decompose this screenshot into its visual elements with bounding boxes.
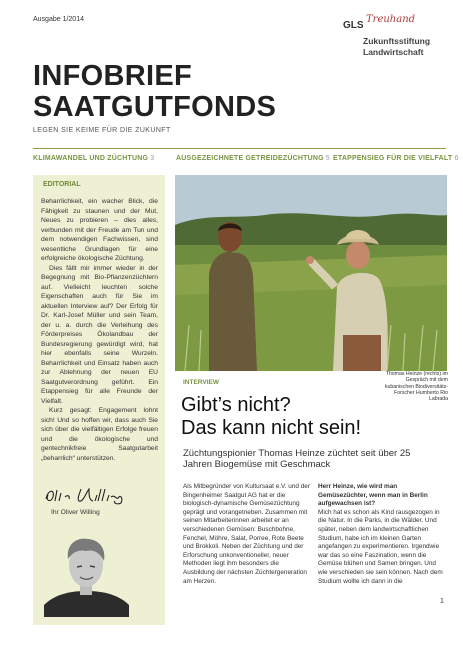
editorial-paragraph: Beharrlichkeit, ein wacher Blick, die Fähigkeit zu staunen und der Mut, Neues zu probieren – dies alles, verbunden mit der Freude am Tun und dem notwendigen Fachwissen, sind wesentliche Grundlagen für eine erfolgreiche ökologische Züchtung. bbox=[41, 198, 158, 262]
page-number: 1 bbox=[440, 598, 444, 605]
nav-page: 6 bbox=[454, 155, 459, 162]
tagline: LEGEN SIE KEIME FÜR DIE ZUKUNFT bbox=[33, 127, 171, 134]
article-headline-line1: Gibt’s nicht? bbox=[181, 394, 291, 416]
article-column-1: Als Mitbegründer von Kultursaat e.V. und der Bingenheimer Saatgut AG hat er die biologisch-dynamische Gemüsezüchtung geprägt und vorangetrieben. Zusammen mit seinen Mitarbeiterinnen arbeitet er an verschiedenen Gemüsen: Buschbohne, Fenchel, Möhre, Salat, Porree, Rote Beete und Brokkoli. Neben der Züchtung und der Erforschung unkonventioneller, neuer Methoden liegt ihm besonders die Ausbildung der nächsten Züchtergeneration am Herzen. bbox=[183, 483, 310, 585]
interview-question: Herr Heinze, wie wird man Gemüsezüchter, wenn man in Berlin aufgewachsen ist? bbox=[318, 483, 428, 508]
editorial-sidebar bbox=[33, 175, 165, 625]
article-subhead: Züchtungspionier Thomas Heinze züchtet seit über 25 Jahren Biogemüse mit Geschmack bbox=[183, 448, 411, 470]
nav-page: 3 bbox=[150, 155, 155, 162]
portrait-photo bbox=[44, 525, 129, 617]
article-column-2 bbox=[318, 483, 446, 586]
logo-treuhand: Treuhand bbox=[366, 14, 416, 25]
logo-gls: GLS bbox=[343, 20, 364, 31]
nav-item-getreidezuechtung[interactable] bbox=[176, 155, 330, 162]
nav-page: 5 bbox=[325, 155, 331, 162]
nav-divider bbox=[33, 148, 446, 149]
page-title-line2: SAATGUTFONDS bbox=[33, 91, 277, 123]
nav-label: ETAPPENSIEG FÜR DIE VIELFALT bbox=[333, 155, 453, 162]
interview-answer: Mich hat es schon als Kind rausgezogen in die Natur. In die Parks, in die Wälder. Und später, neben dem landwirtschaftlichen Studium, habe ich im kleinen Garten angefangen zu experimentieren. Irgendwie war das so eine Faszination, wenn die Gemüse blühen und Samen bringen. Und wie verschieden sie sein können. Nach dem Studium wollte ich dann in die bbox=[318, 508, 443, 585]
handwritten-signature bbox=[43, 485, 138, 505]
page-title-line1: INFOBRIEF bbox=[33, 60, 192, 92]
logo-line1: Zukunftsstiftung bbox=[363, 36, 431, 46]
signature-name: Ihr Oliver Willing bbox=[51, 509, 100, 516]
logo-line2: Landwirtschaft bbox=[363, 47, 424, 57]
article-headline-line2: Das kann nicht sein! bbox=[181, 417, 362, 439]
article-kicker: INTERVIEW bbox=[183, 379, 219, 386]
editorial-paragraph: Kurz gesagt: Engagement lohnt sich! Und so hoffen wir, dass auch Sie sich über die vielfältigen Erfolge freuen und die ökologische und gentechnikfreie Saatgutarbeit „beharrlich“ unterstützen. bbox=[41, 407, 158, 462]
nav-item-etappensieg[interactable] bbox=[333, 155, 459, 162]
nav-item-klimawandel[interactable] bbox=[33, 155, 154, 162]
interview-photo bbox=[175, 175, 447, 371]
photo-caption: Thomas Heinze (rechts) im Gespräch mit dem kubanischen Biodiversitäts-Forscher Humberto Rio Labrada bbox=[384, 371, 448, 403]
nav-label: AUSGEZEICHNETE GETREIDEZÜCHTUNG bbox=[176, 155, 324, 162]
editorial-heading: EDITORIAL bbox=[43, 181, 81, 188]
editorial-text bbox=[41, 197, 158, 463]
issue-label: Ausgabe 1/2014 bbox=[33, 16, 84, 23]
nav-label: KLIMAWANDEL UND ZÜCHTUNG bbox=[33, 155, 149, 162]
editorial-paragraph: Dies fällt mir immer wieder in der Begegnung mit Bio-Pflanzenzüchtern auf. Vielleicht leuchten solche Eigenschaften auch für Sie im aktuellen Interview auf? Der Erfolg für Dr. Karl-Josef Müller und sein Team, der u. a. durch die Verleihung des Förderpreises Ökolandbau der Bundesregierung gewürdigt wird, hat hier ebenfalls seine Wurzeln. Beharrlichkeit und Einsatz haben auch zur Ablehnung der neuen EU Saatgutverordnung geführt. Ein Etappensieg für alle Freunde der Vielfalt. bbox=[41, 264, 158, 405]
gls-logo bbox=[343, 14, 453, 64]
